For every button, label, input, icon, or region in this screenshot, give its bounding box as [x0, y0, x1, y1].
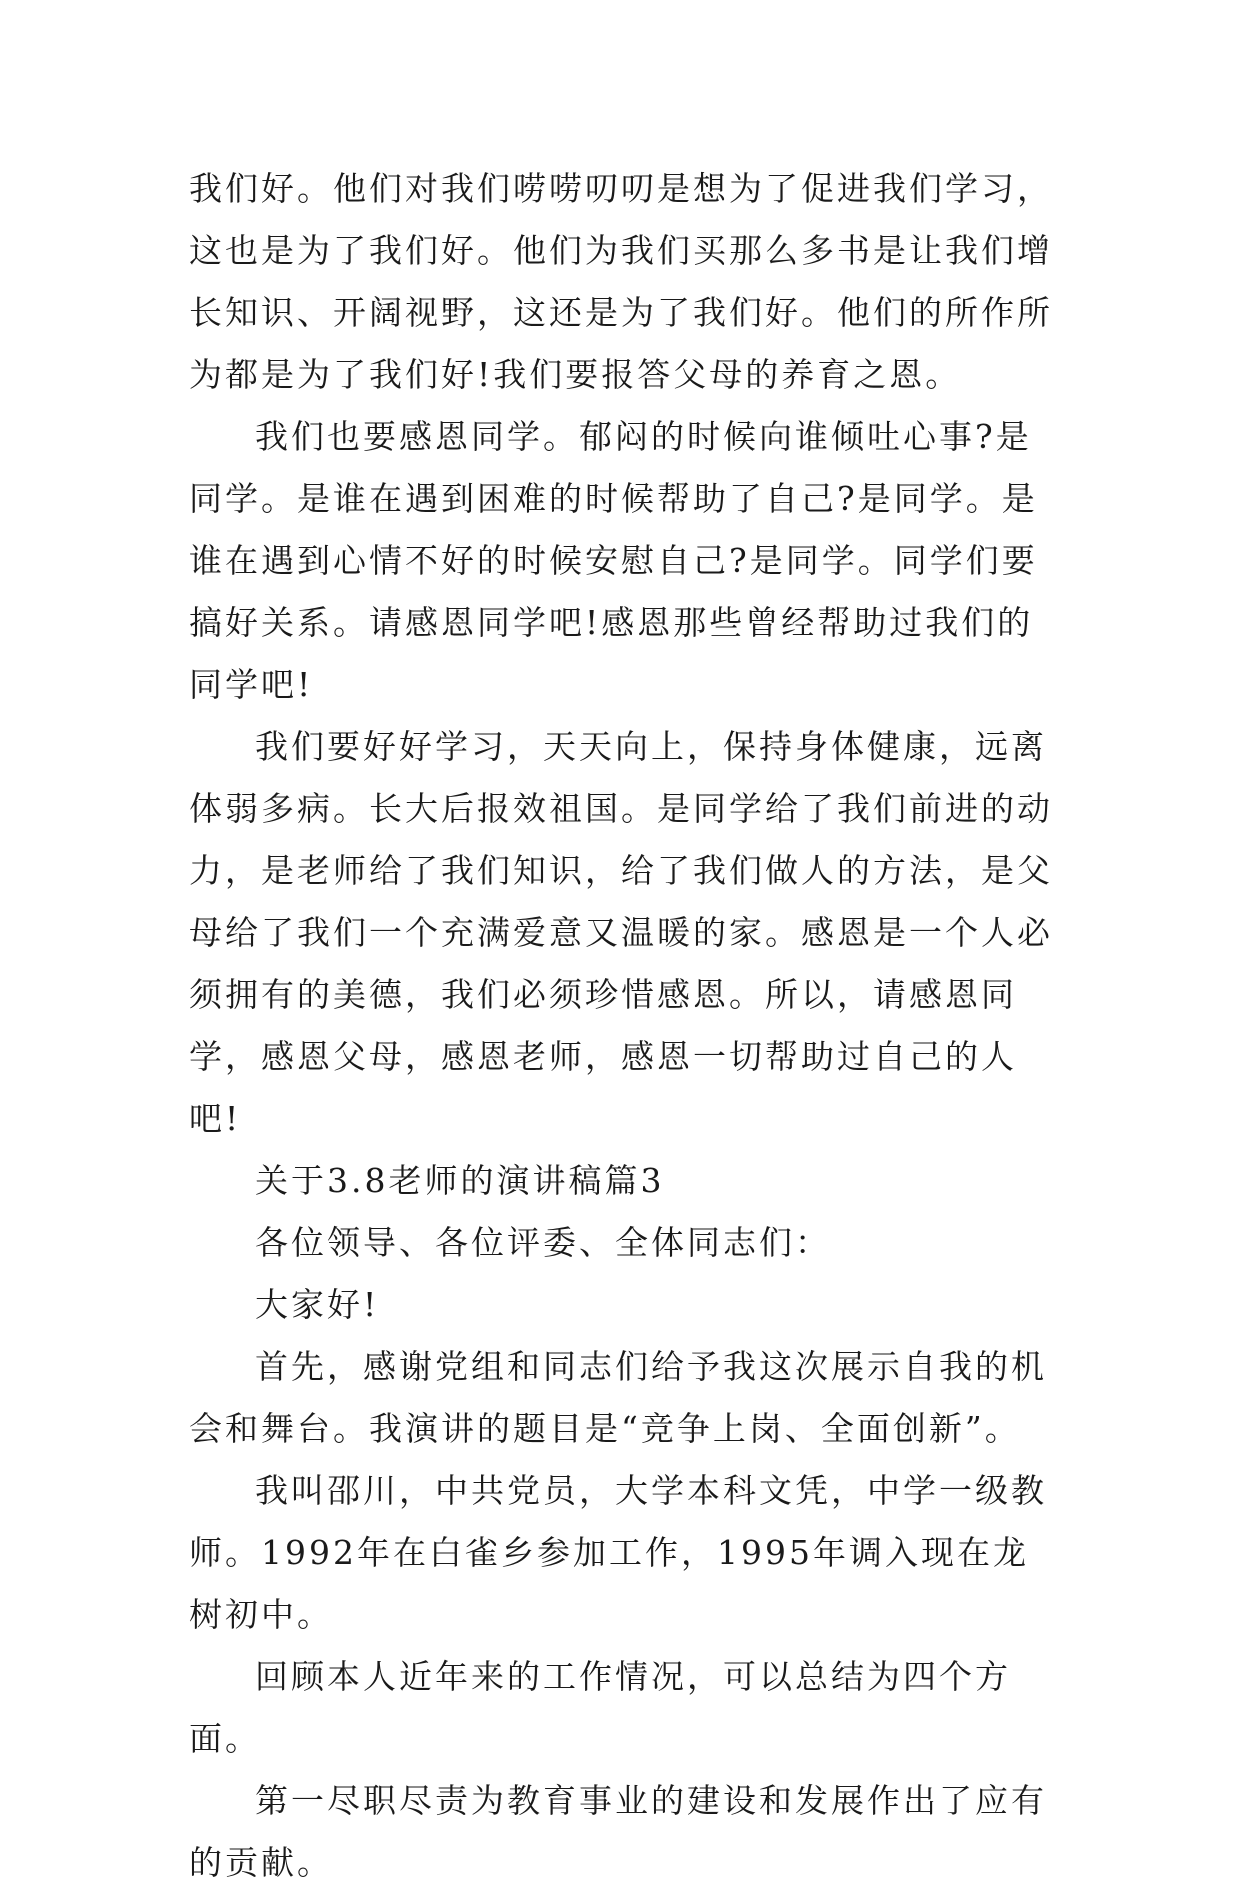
salutation: 各位领导、各位评委、全体同志们：: [255, 1223, 831, 1262]
paragraph: 首先，感谢党组和同志们给予我这次展示自我的机会和舞台。我演讲的题目是“竞争上岗、全面创新”。: [189, 1347, 1047, 1448]
paragraph: 我们好。他们对我们唠唠叨叨是想为了促进我们学习，这也是为了我们好。他们为我们买那么多书是让我们增长知识、开阔视野，这还是为了我们好。他们的所作所为都是为了我们好!我们要报答父母的养育之恩。: [189, 169, 1053, 394]
document-body: [189, 158, 1059, 1894]
section-heading: 关于3.8老师的演讲稿篇3: [255, 1161, 665, 1200]
paragraph: 回顾本人近年来的工作情况，可以总结为四个方面。: [189, 1657, 1011, 1758]
paragraph: 我们要好好学习，天天向上，保持身体健康，远离体弱多病。长大后报效祖国。是同学给了我们前进的动力，是老师给了我们知识，给了我们做人的方法，是父母给了我们一个充满爱意又温暖的家。感恩是一个人必须拥有的美德，我们必须珍惜感恩。所以，请感恩同学，感恩父母，感恩老师，感恩一切帮助过自己的人吧!: [189, 727, 1053, 1138]
greeting: 大家好!: [255, 1285, 380, 1324]
paragraph: 第一尽职尽责为教育事业的建设和发展作出了应有的贡献。: [189, 1781, 1047, 1882]
paragraph: 我叫邵川，中共党员，大学本科文凭，中学一级教师。1992年在白雀乡参加工作，1995年调入现在龙树初中。: [189, 1471, 1047, 1634]
paragraph: 我们也要感恩同学。郁闷的时候向谁倾吐心事?是同学。是谁在遇到困难的时候帮助了自己?是同学。是谁在遇到心情不好的时候安慰自己?是同学。同学们要搞好关系。请感恩同学吧!感恩那些曾经帮助过我们的同学吧!: [189, 417, 1038, 704]
